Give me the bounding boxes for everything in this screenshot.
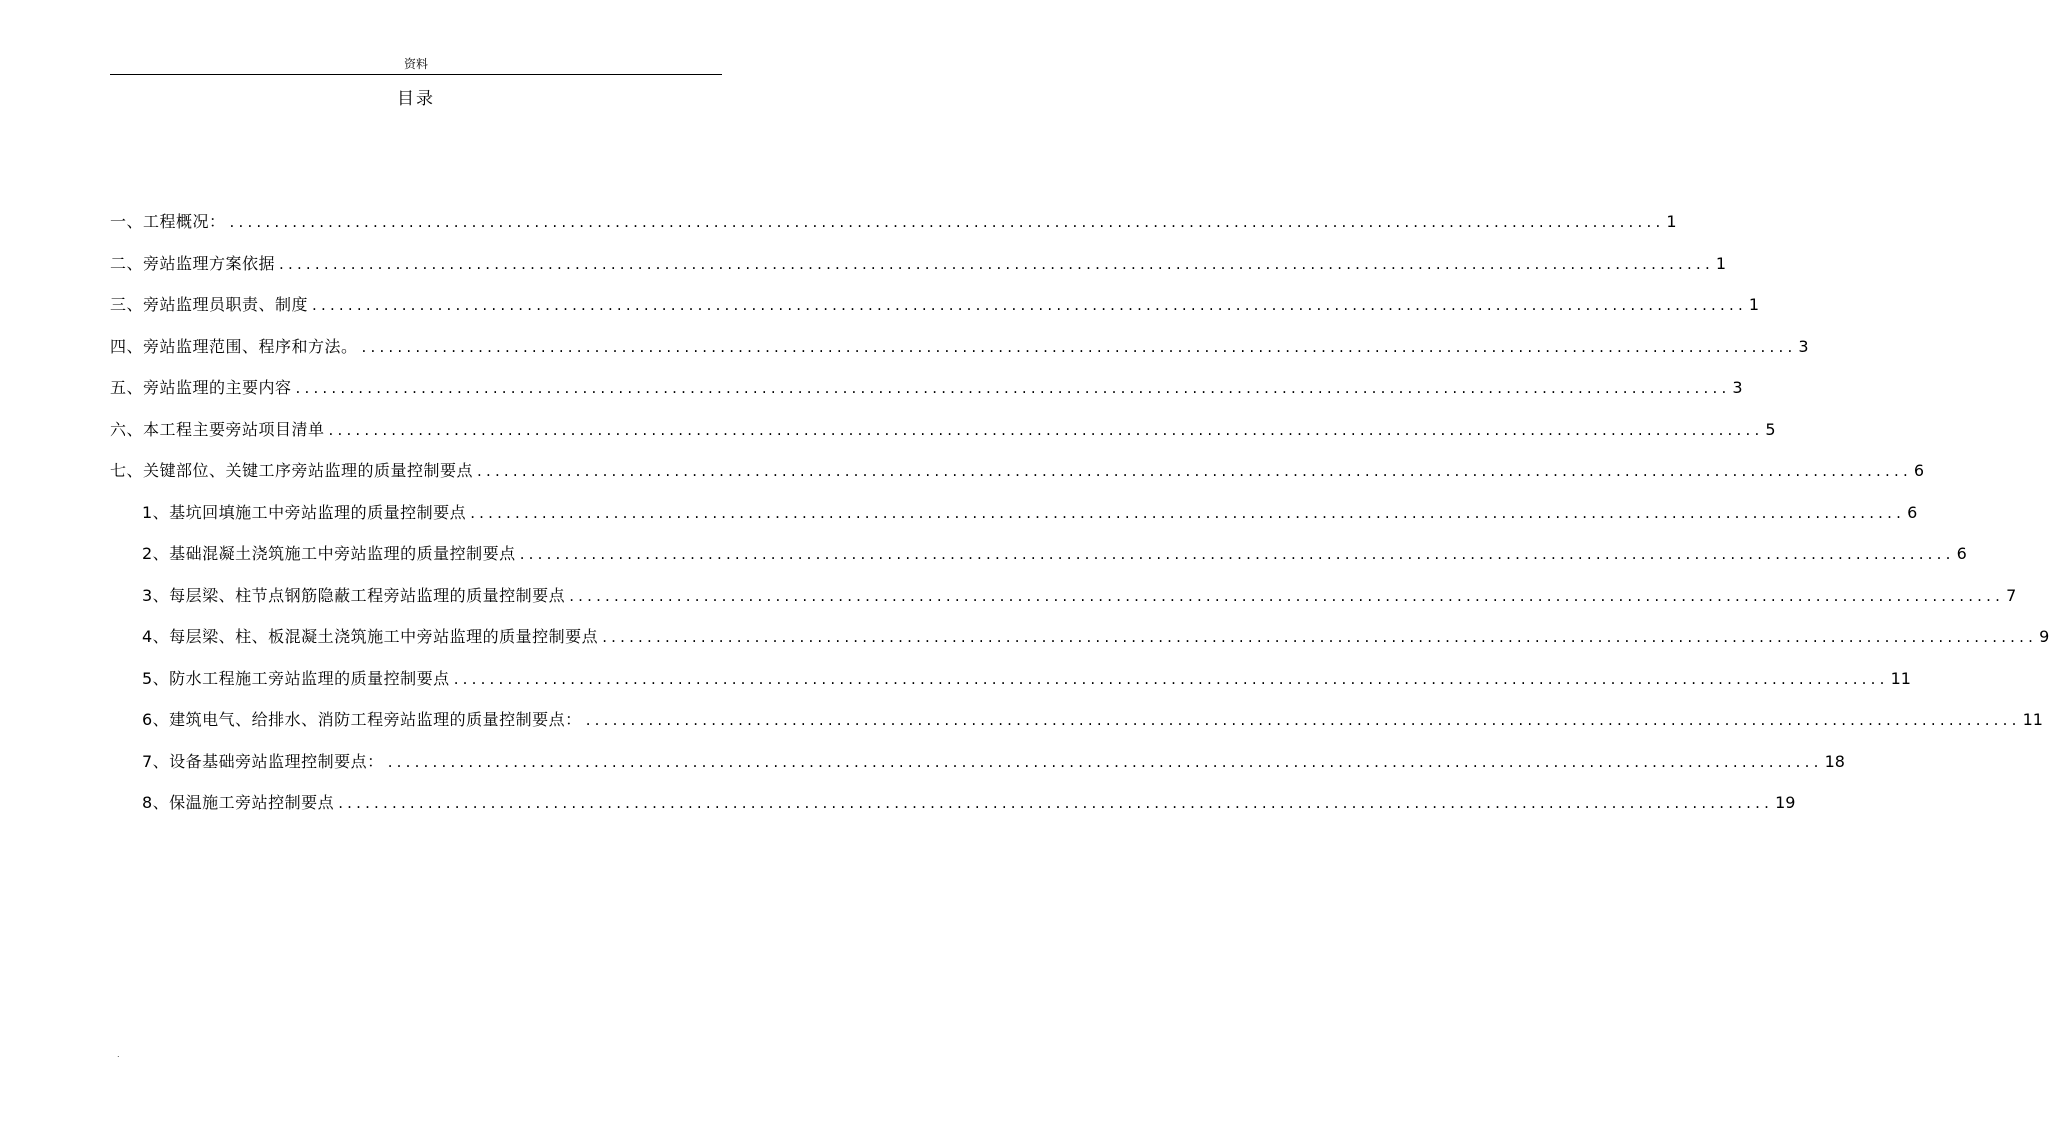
toc-dot-leader: ................................................................................................................................................................ [338,794,1774,812]
toc-entry-page: 11 [2022,710,2043,729]
toc-entry-text: 4、每层梁、柱、板混凝土浇筑施工中旁站监理的质量控制要点 [142,627,599,646]
toc-dot-leader: ................................................................................................................................................................ [470,503,1906,522]
toc-entry-text: 四、旁站监理范围、程序和方法。 [110,336,358,356]
toc-entry-text: 7、设备基础旁站监理控制要点： [142,751,384,771]
toc-entry-text: 1、基坑回填施工中旁站监理的质量控制要点 [142,502,467,522]
toc-entry-text: 七、关键部位、关键工序旁站监理的质量控制要点 [110,461,474,480]
toc-dot-leader: ................................................................................................................................................................ [312,296,1747,314]
toc-entry-text: 2、基础混凝土浇筑施工中旁站监理的质量控制要点 [142,544,516,563]
toc-entry-text: 三、旁站监理员职责、制度 [110,295,309,314]
toc-entry[interactable] [110,582,2017,624]
table-of-contents [110,208,2049,831]
toc-entry-page: 3 [1798,336,1809,356]
toc-dot-leader: ................................................................................................................................................................ [453,669,1889,688]
toc-entry[interactable] [110,457,1925,499]
toc-entry-text: 5、防水工程施工旁站监理的质量控制要点 [142,668,450,688]
toc-entry-page: 7 [2006,585,2017,605]
toc-entry[interactable] [110,540,1967,582]
toc-entry[interactable] [110,706,2043,748]
toc-entry-page: 1 [1666,212,1677,231]
toc-entry[interactable] [110,291,1760,333]
toc-entry-page: 11 [1890,668,1911,688]
toc-entry[interactable] [110,499,1918,541]
toc-entry-text: 五、旁站监理的主要内容 [110,378,292,397]
toc-entry[interactable] [110,416,1776,458]
toc-entry[interactable] [110,789,1796,831]
toc-dot-leader: ................................................................................................................................................................ [328,420,1764,439]
toc-dot-leader: ................................................................................................................................................................ [477,462,1912,480]
toc-dot-leader: ................................................................................................................................................................ [585,711,2021,729]
toc-entry[interactable] [110,333,1809,375]
toc-entry-page: 19 [1775,793,1796,812]
toc-entry-page: 1 [1715,253,1727,273]
toc-dot-leader: ................................................................................................................................................................ [295,379,1731,397]
header-rule [110,74,722,75]
toc-dot-leader: ................................................................................................................................................................ [361,337,1797,356]
toc-entry[interactable] [110,665,1911,707]
toc-entry[interactable] [110,748,1845,790]
toc-entry-page: 6 [1913,461,1925,480]
toc-entry-text: 8、保温施工旁站控制要点 [142,793,335,812]
toc-dot-leader: ................................................................................................................................................................ [279,254,1714,273]
toc-entry-page: 1 [1748,295,1760,314]
header-label: 资料 [403,57,428,71]
toc-dot-leader: ................................................................................................................................................................ [229,213,1665,231]
toc-entry-page: 5 [1765,419,1776,439]
toc-dot-leader: ................................................................................................................................................................ [569,586,2005,605]
toc-title: 目录 [397,89,435,109]
toc-entry-page: 18 [1824,751,1845,771]
toc-entry[interactable] [110,623,2049,665]
toc-entry[interactable] [110,250,1727,292]
toc-entry-page: 3 [1732,378,1743,397]
toc-entry-text: 3、每层梁、柱节点钢筋隐蔽工程旁站监理的质量控制要点 [142,585,566,605]
toc-entry-text: 一、工程概况： [110,212,226,231]
toc-dot-leader: ................................................................................................................................................................ [387,752,1823,771]
toc-entry-text: 六、本工程主要旁站项目清单 [110,419,325,439]
toc-dot-leader: ................................................................................................................................................................ [602,628,2038,646]
toc-entry[interactable] [110,208,1677,250]
toc-entry[interactable] [110,374,1743,416]
toc-dot-leader: ................................................................................................................................................................ [519,545,1955,563]
toc-entry-page: 9 [2039,627,2049,646]
toc-entry-page: 6 [1907,502,1918,522]
toc-entry-text: 6、建筑电气、给排水、消防工程旁站监理的质量控制要点： [142,710,582,729]
toc-entry-text: 二、旁站监理方案依据 [110,253,276,273]
footer-mark: . [117,1050,120,1059]
toc-entry-page: 6 [1956,544,1967,563]
